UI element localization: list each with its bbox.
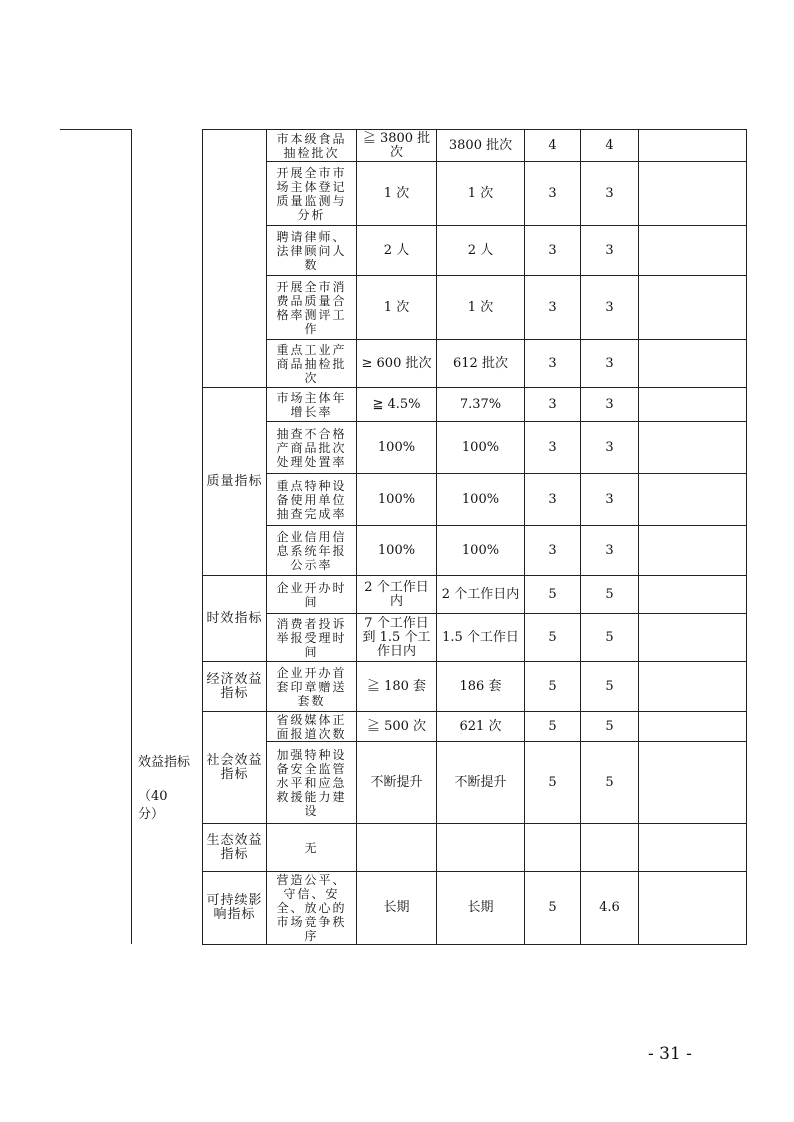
score-value: 3 — [581, 340, 639, 388]
note-cell — [639, 526, 747, 576]
level3-quality: 质量指标 — [203, 388, 267, 576]
weight-value: 3 — [525, 474, 581, 526]
score-value: 5 — [581, 742, 639, 824]
actual-value: 100% — [437, 474, 525, 526]
target-value: 100% — [357, 474, 437, 526]
level3-social: 社会效益指标 — [203, 712, 267, 824]
target-value: ≧ 500 次 — [357, 712, 437, 742]
score-value: 3 — [581, 276, 639, 340]
indicator-name: 加强特种设备安全监管水平和应急救援能力建设 — [267, 742, 357, 824]
note-cell — [639, 276, 747, 340]
actual-value: 2 个工作日内 — [437, 576, 525, 614]
indicator-name: 省级媒体正面报道次数 — [267, 712, 357, 742]
weight-value: 3 — [525, 276, 581, 340]
actual-value: 不断提升 — [437, 742, 525, 824]
score-value: 5 — [581, 576, 639, 614]
level2-label: 效益指标 — [138, 755, 191, 770]
indicator-name: 企业开办首套印章赠送套数 — [267, 662, 357, 712]
actual-value: 1 次 — [437, 276, 525, 340]
target-value — [357, 824, 437, 872]
note-cell — [639, 162, 747, 226]
indicator-name: 消费者投诉举报受理时间 — [267, 614, 357, 662]
score-value: 3 — [581, 162, 639, 226]
target-value: ≧ 4.5% — [357, 388, 437, 422]
target-value: ≧ 180 套 — [357, 662, 437, 712]
note-cell — [639, 388, 747, 422]
level3-ecological: 生态效益指标 — [203, 824, 267, 872]
weight-value: 5 — [525, 614, 581, 662]
table-row — [203, 226, 747, 276]
level3-timeliness: 时效指标 — [203, 576, 267, 662]
table-row — [203, 388, 747, 422]
note-cell — [639, 872, 747, 945]
actual-value: 2 人 — [437, 226, 525, 276]
performance-indicator-table — [202, 129, 747, 945]
table-row — [203, 340, 747, 388]
actual-value: 100% — [437, 422, 525, 474]
weight-value: 3 — [525, 226, 581, 276]
note-cell — [639, 824, 747, 872]
table-row — [203, 712, 747, 742]
weight-value: 5 — [525, 662, 581, 712]
score-value: 5 — [581, 662, 639, 712]
target-value: 2 人 — [357, 226, 437, 276]
table-row — [203, 130, 747, 162]
target-value: 100% — [357, 422, 437, 474]
indicator-name: 开展全市消费品质量合格率测评工作 — [267, 276, 357, 340]
target-value: 长期 — [357, 872, 437, 945]
actual-value: 7.37% — [437, 388, 525, 422]
target-value: 100% — [357, 526, 437, 576]
score-value: 3 — [581, 474, 639, 526]
table-row — [203, 662, 747, 712]
note-cell — [639, 130, 747, 162]
note-cell — [639, 474, 747, 526]
level2-score-unit: 分） — [138, 807, 165, 822]
actual-value: 1 次 — [437, 162, 525, 226]
page-number: - 31 - — [648, 1044, 692, 1064]
score-value: 5 — [581, 712, 639, 742]
score-value: 4.6 — [581, 872, 639, 945]
note-cell — [639, 340, 747, 388]
level3-sustainable: 可持续影响指标 — [203, 872, 267, 945]
table-row — [203, 614, 747, 662]
actual-value — [437, 824, 525, 872]
actual-value: 1.5 个工作日 — [437, 614, 525, 662]
target-value: 1 次 — [357, 276, 437, 340]
note-cell — [639, 576, 747, 614]
actual-value: 3800 批次 — [437, 130, 525, 162]
weight-value: 3 — [525, 162, 581, 226]
table-row — [203, 474, 747, 526]
actual-value: 621 次 — [437, 712, 525, 742]
indicator-name: 无 — [267, 824, 357, 872]
table-row — [203, 824, 747, 872]
indicator-name: 聘请律师、法律顾问人数 — [267, 226, 357, 276]
score-value: 3 — [581, 526, 639, 576]
score-value: 3 — [581, 422, 639, 474]
indicator-name: 抽查不合格产商品批次处理处置率 — [267, 422, 357, 474]
weight-value: 3 — [525, 526, 581, 576]
score-value: 3 — [581, 388, 639, 422]
score-value: 3 — [581, 226, 639, 276]
indicator-name: 营造公平、守信、安全、放心的市场竞争秩序 — [267, 872, 357, 945]
score-value: 4 — [581, 130, 639, 162]
indicator-name: 重点工业产商品抽检批次 — [267, 340, 357, 388]
indicator-name: 市本级食品抽检批次 — [267, 130, 357, 162]
note-cell — [639, 422, 747, 474]
table-row — [203, 576, 747, 614]
actual-value: 长期 — [437, 872, 525, 945]
weight-value: 5 — [525, 712, 581, 742]
weight-value: 3 — [525, 340, 581, 388]
weight-value: 3 — [525, 422, 581, 474]
table-row — [203, 162, 747, 226]
weight-value: 5 — [525, 576, 581, 614]
actual-value: 612 批次 — [437, 340, 525, 388]
indicator-name: 市场主体年增长率 — [267, 388, 357, 422]
target-value: 不断提升 — [357, 742, 437, 824]
note-cell — [639, 226, 747, 276]
actual-value: 186 套 — [437, 662, 525, 712]
target-value: 1 次 — [357, 162, 437, 226]
weight-value: 3 — [525, 388, 581, 422]
target-value: 7 个工作日到 1.5 个工作日内 — [357, 614, 437, 662]
level3-economic: 经济效益指标 — [203, 662, 267, 712]
score-value: 5 — [581, 614, 639, 662]
level2-score: （40 — [138, 789, 168, 804]
score-value — [581, 824, 639, 872]
table-row — [203, 872, 747, 945]
note-cell — [639, 662, 747, 712]
target-value: ≧ 3800 批次 — [357, 130, 437, 162]
level3-cell — [203, 130, 267, 388]
table-row — [203, 526, 747, 576]
table-row — [203, 276, 747, 340]
note-cell — [639, 712, 747, 742]
table-row — [203, 742, 747, 824]
weight-value: 4 — [525, 130, 581, 162]
target-value: ≥ 600 批次 — [357, 340, 437, 388]
indicator-name: 企业信用信息系统年报公示率 — [267, 526, 357, 576]
target-value: 2 个工作日内 — [357, 576, 437, 614]
weight-value: 5 — [525, 872, 581, 945]
weight-value: 5 — [525, 742, 581, 824]
weight-value — [525, 824, 581, 872]
note-cell — [639, 614, 747, 662]
table-top-border — [60, 129, 132, 130]
actual-value: 100% — [437, 526, 525, 576]
indicator-name: 重点特种设备使用单位抽查完成率 — [267, 474, 357, 526]
note-cell — [639, 742, 747, 824]
indicator-name: 开展全市市场主体登记质量监测与分析 — [267, 162, 357, 226]
indicator-name: 企业开办时间 — [267, 576, 357, 614]
table-row — [203, 422, 747, 474]
